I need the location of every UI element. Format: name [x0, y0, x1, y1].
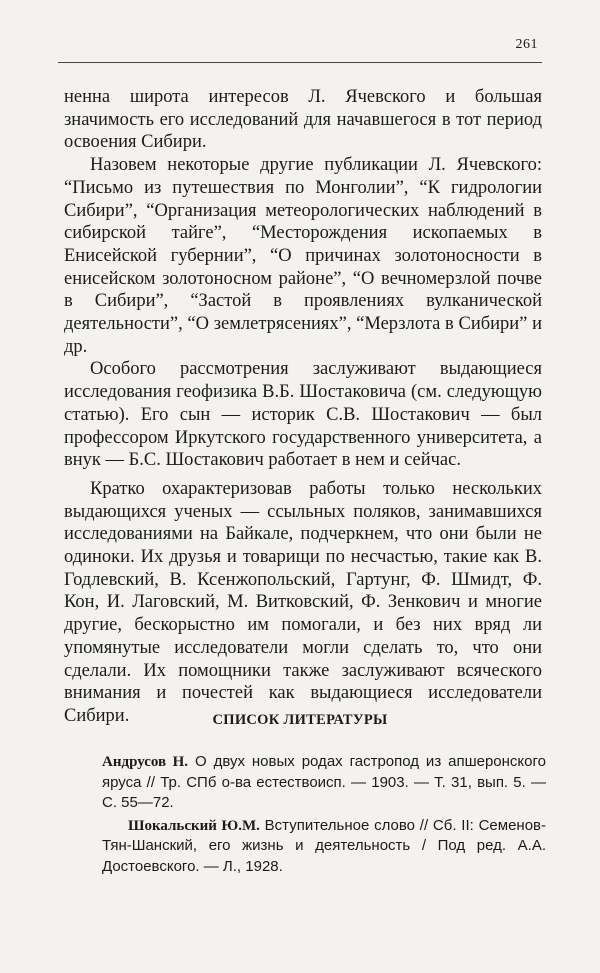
body-text: [64, 86, 542, 728]
page-number: 261: [515, 37, 538, 52]
paragraph: ненна широта интересов Л. Ячевского и большая значимость его исследований для начавшегося в тот период освоения Сибири.: [64, 87, 542, 153]
reference-item: [102, 816, 546, 878]
reference-item: [102, 752, 546, 814]
header-rule: [58, 62, 542, 63]
reference-text: О двух новых родах гастропод из апшеронского яруса // Тр. СПб о-ва естествоисп. — 1903. — Т. 31, вып. 5. — С. 55—72.: [102, 753, 546, 811]
paragraph: Назовем некоторые другие публикации Л. Ячевского: “Письмо из путешествия по Монголии”, “К гидрологии Сибири”, “Организация метеорологических наблюдений в сибирской тайге”, “Месторождения ископаемых в Енисейской губернии”, “О причинах золотоносности в енисейском золотоносном районе”, “О вечномерзлой почве в Сибири”, “Застой в проявлениях вулканической деятельности”, “О землетрясениях”, “Мерзлота в Сибири” и др.: [64, 155, 542, 357]
reference-author: Шокальский Ю.М.: [128, 817, 260, 834]
references-list: [102, 752, 546, 879]
reference-text: Вступительное слово // Сб. II: Семенов-Тян-Шанский, его жизнь и деятельность / Под ред. А.А. Достоевского. — Л., 1928.: [102, 816, 546, 875]
paragraph: Кратко охарактеризовав работы только нескольких выдающихся ученых — ссыльных поляков, занимавшихся исследованиями на Байкале, подчеркнем, что они были не одиноки. Их друзья и товарищи по несчастью, такие как В. Годлевский, В. Ксенжопольский, Гартунг, Ф. Шмидт, Ф. Кон, И. Лаговский, М. Витковский, Ф. Зенкович и многие другие, бескорыстно им помогали, и без них вряд ли упомянутые исследователи могли сделать то, что они сделали. Их помощники также заслуживают всяческого внимания и почестей как выдающиеся исследователи Сибири.: [64, 478, 542, 726]
references-heading: СПИСОК ЛИТЕРАТУРЫ: [212, 712, 388, 728]
reference-author: Андрусов Н.: [102, 754, 189, 770]
paragraph: Особого рассмотрения заслуживают выдающиеся исследования геофизика В.Б. Шостаковича (см. следующую статью). Его сын — историк С.В. Шостакович — был профессором Иркутского государственного университета, а внук — Б.С. Шостакович работает в нем и сейчас.: [64, 359, 542, 471]
